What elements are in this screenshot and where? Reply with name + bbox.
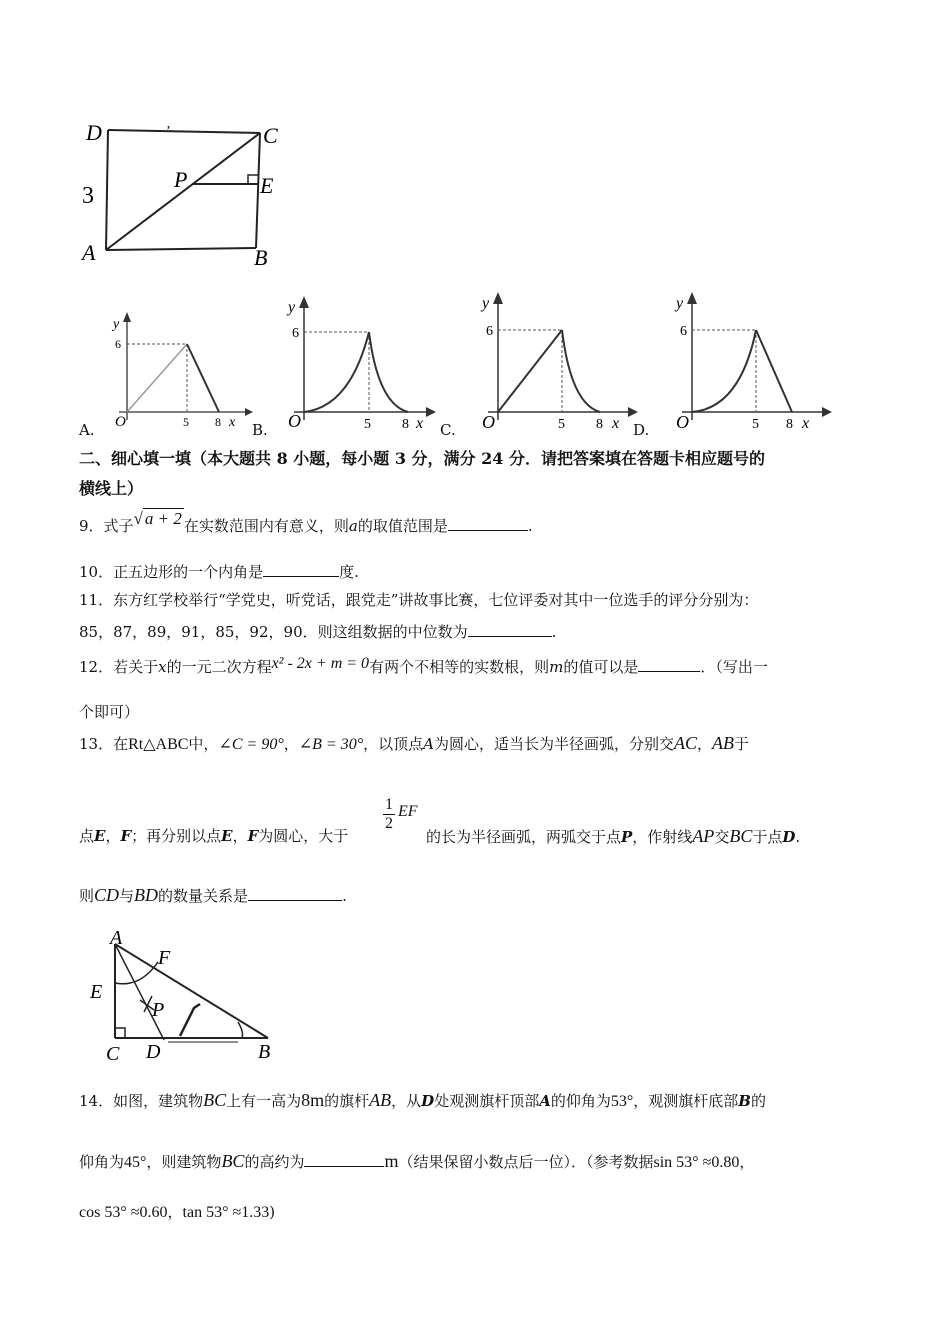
option-c-graph[interactable]: [474, 288, 644, 438]
section2-heading-line2: 横线上）: [79, 479, 144, 498]
origin-label: O: [288, 411, 301, 431]
question-9: 9．式子√ a + 2 在实数范围内有意义，则a的取值范围是 .: [79, 509, 533, 535]
origin-label: O: [482, 412, 495, 432]
curve-up: [127, 344, 187, 412]
y-label: y: [288, 299, 296, 316]
label-p: P: [152, 999, 165, 1021]
x-arrow: [822, 407, 832, 417]
curve-down: [562, 330, 600, 412]
question-14-line1: 14．如图，建筑物BC上有一高为8m的旗杆AB，从D处观测旗杆顶部A的仰角为53°，观测旗杆底部B的: [79, 1090, 766, 1110]
y-arrow: [123, 312, 131, 322]
y6-label: 6: [486, 324, 493, 339]
q13-fraction: $\frac{1}{2}$: [385, 796, 393, 832]
y-arrow: [493, 292, 503, 304]
question-13-line2a: 点E，F；再分别以点E，F为圆心，大于: [79, 827, 349, 845]
y6-label: 6: [680, 324, 687, 339]
label-d: D: [86, 120, 102, 145]
label-a: A: [82, 240, 96, 265]
q9-answer-blank[interactable]: [448, 514, 528, 531]
option-d-label[interactable]: D.: [633, 421, 650, 439]
rectangle-figure: [78, 105, 288, 280]
q13-ef: EF: [398, 803, 418, 820]
curve-up: [692, 330, 756, 412]
x-arrow: [426, 407, 436, 417]
y-label: y: [113, 317, 120, 332]
x-arrow: [245, 408, 253, 416]
q9-sqrt: √ a + 2: [133, 509, 182, 528]
x8-label: 8: [215, 415, 221, 429]
question-13-line3: 则CD与BD的数量关系是 .: [79, 885, 347, 905]
question-13-line2b: 的长为半径画弧，两弧交于点P，作射线AP交BC于点D.: [426, 826, 801, 846]
angle-b-mark: [238, 1022, 243, 1038]
option-b-label[interactable]: B.: [252, 421, 268, 439]
q10-answer-blank[interactable]: [263, 560, 339, 577]
side-ab: [115, 944, 268, 1038]
right-angle-mark: [115, 1028, 125, 1038]
mark-d: [180, 1004, 200, 1036]
x-label: x: [612, 415, 620, 432]
label-p: P: [174, 167, 188, 192]
q11-answer-blank[interactable]: [468, 620, 552, 637]
x-label: x: [229, 415, 236, 430]
origin-label: O: [115, 414, 126, 430]
question-14-line2: 仰角为45°，则建筑物BC的高约为 m（结果保留小数点后一位）．（参考数据sin 53° ≈0.80，: [79, 1151, 755, 1171]
q12-equation: x² - 2x + m = 0: [271, 655, 370, 672]
curve-down: [369, 332, 408, 412]
q9-rest2: 的取值范围是: [357, 517, 448, 535]
label-a: A: [110, 928, 123, 949]
q13-answer-blank[interactable]: [248, 884, 342, 901]
y6-label: 6: [115, 337, 121, 351]
question-14-line3: cos 53° ≈0.60，tan 53° ≈1.33): [79, 1203, 276, 1221]
side-ab: [106, 248, 256, 250]
right-angle-mark: [248, 175, 258, 184]
x-arrow: [628, 407, 638, 417]
curve-down: [187, 344, 219, 412]
curve-up: [498, 330, 562, 412]
label-c: C: [106, 1043, 120, 1065]
q14-answer-blank[interactable]: [304, 1150, 384, 1167]
x8-label: 8: [402, 417, 409, 432]
question-11-line1: 11．东方红学校举行“学党史，听党话，跟党走”讲故事比赛，七位评委对其中一位选手的评分分别为：: [79, 591, 759, 609]
curve-up: [304, 332, 369, 412]
option-a-label[interactable]: A.: [79, 421, 95, 439]
x8-label: 8: [596, 417, 603, 432]
option-b-graph[interactable]: [280, 292, 440, 438]
question-13-line1: 13．在Rt△ABC中，∠C = 90°，∠B = 30°，以顶点A为圆心，适当长为半径画弧，分别交AC，AB于: [79, 733, 750, 753]
mark-top: ʼ: [166, 124, 171, 139]
label-f: F: [158, 947, 171, 969]
curve-down: [756, 330, 792, 412]
question-11-line2: 85，87，89，91，85，92，90．则这组数据的中位数为 .: [79, 620, 556, 642]
q10-text: 10．正五边形的一个内角是: [79, 563, 264, 581]
label-3: 3: [82, 183, 94, 209]
x-label: x: [802, 415, 810, 432]
label-d: D: [146, 1041, 161, 1063]
x5-label: 5: [752, 417, 759, 432]
question-12-line2: 个即可）: [79, 703, 140, 721]
question-12: 12．若关于x的一元二次方程x² - 2x + m = 0有两个不相等的实数根，则m的值可以是 ．（写出一: [79, 655, 768, 676]
x5-label: 5: [364, 417, 371, 432]
origin-label: O: [676, 412, 689, 432]
option-c-label[interactable]: C.: [440, 421, 456, 439]
y-label: y: [676, 295, 684, 312]
x8-label: 8: [786, 417, 793, 432]
option-a-graph[interactable]: [105, 308, 255, 438]
side-dc: [108, 130, 260, 133]
label-e: E: [260, 173, 274, 198]
x5-label: 5: [558, 417, 565, 432]
question-10: 10．正五边形的一个内角是 度.: [79, 560, 359, 582]
q9-num: 9．式子: [79, 517, 134, 535]
label-b: B: [254, 245, 268, 270]
option-d-graph[interactable]: [668, 288, 838, 438]
x-label: x: [416, 415, 424, 432]
y-arrow: [687, 292, 697, 304]
y-label: y: [482, 295, 490, 312]
q9-rest1: 在实数范围内有意义，则: [183, 517, 349, 535]
q12-answer-blank[interactable]: [638, 655, 700, 672]
label-e: E: [90, 981, 103, 1003]
section2-heading-line1: 二、细心填一填（本大题共 8 小题，每小题 3 分，满分 24 分．请把答案填在答题卡相应题号的: [79, 449, 765, 468]
arc-ef: [115, 962, 158, 984]
side-da: [106, 130, 108, 250]
y-arrow: [299, 296, 309, 308]
label-b: B: [258, 1041, 271, 1063]
x5-label: 5: [183, 415, 189, 429]
triangle-figure: [88, 928, 288, 1068]
q9-var: a: [348, 517, 358, 535]
label-c: C: [263, 123, 278, 148]
y6-label: 6: [292, 326, 299, 341]
